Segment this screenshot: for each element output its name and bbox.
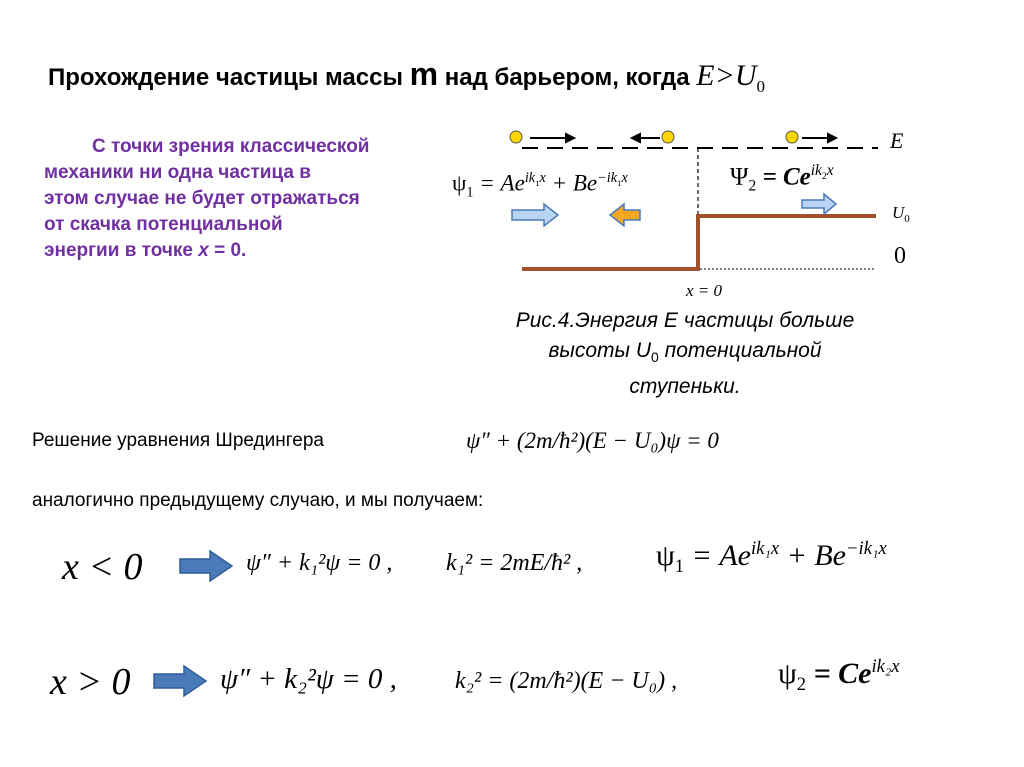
title-text: Прохождение частицы массы xyxy=(48,64,403,91)
left-general-solution: $\psi_1 = Ae^{ik_1x} + Be^{-ik_1x}$ xyxy=(656,538,887,577)
right-region-condition: x > 0 xyxy=(50,661,131,703)
figure-caption: Рис.4.Энергия Е частицы больше высоты $U_0$ потенциальной ступеньки. xyxy=(515,309,855,399)
left-region-condition: x < 0 xyxy=(62,546,143,588)
classical-mechanics-note xyxy=(44,134,424,264)
motion-arrow xyxy=(632,134,660,142)
energy-label: E xyxy=(890,128,904,153)
right-wave-equation: ψ″ + k₂²ψ = 0 , xyxy=(220,663,397,695)
title-condition: $E>U_0$ xyxy=(696,59,765,96)
zero-level-label: 0 xyxy=(894,243,906,269)
particle-dot xyxy=(662,131,674,143)
note-line: от скачка потенциальной xyxy=(44,214,283,235)
psi1-diagram-equation: $\psi_1 = Ae^{ik_1x} + Be^{-ik_1x}$ xyxy=(452,170,628,201)
particle-dot xyxy=(510,131,522,143)
note-line: этом случае не будет отражаться xyxy=(44,188,360,209)
page-title xyxy=(48,56,978,97)
right-general-solution: $\psi_2 = Ce^{ik_2x}$ xyxy=(778,656,900,695)
potential-step xyxy=(522,216,876,269)
title-tail: над барьером, когда xyxy=(444,64,690,91)
motion-arrow xyxy=(802,134,836,142)
particle-dot xyxy=(786,131,798,143)
transmitted-wave-arrow xyxy=(802,194,836,214)
reflected-wave-arrow xyxy=(610,204,640,226)
schrodinger-equation: ψ″ + (2m/ħ²)(E − U₀)ψ = 0 xyxy=(466,428,719,453)
solution-label: Решение уравнения Шредингера xyxy=(32,430,324,451)
incident-wave-arrow xyxy=(512,204,558,226)
title-mass-symbol: m xyxy=(409,56,439,92)
note-line: механики ни одна частица в xyxy=(44,162,311,183)
motion-arrow xyxy=(530,134,574,142)
right-k2-definition: k₂² = (2m/ħ²)(E − U₀) , xyxy=(455,668,678,694)
implies-arrow-icon xyxy=(178,549,234,583)
psi2-diagram-equation: $\Psi_2 = Ce^{ik_2x}$ xyxy=(730,162,834,195)
left-k1-definition: k₁² = 2mE/ħ² , xyxy=(446,550,583,576)
note-line: С точки зрения классической xyxy=(92,136,370,157)
left-wave-equation: ψ″ + k₁²ψ = 0 , xyxy=(246,550,393,576)
x0-label: x = 0 xyxy=(686,281,723,300)
note-line: энергии в точке x = 0. xyxy=(44,240,247,261)
u0-label: $U_0$ xyxy=(892,203,910,225)
potential-step-diagram xyxy=(500,118,940,308)
continuation-text: аналогично предыдущему случаю, и мы получаем: xyxy=(32,490,484,511)
implies-arrow-icon xyxy=(152,664,208,698)
